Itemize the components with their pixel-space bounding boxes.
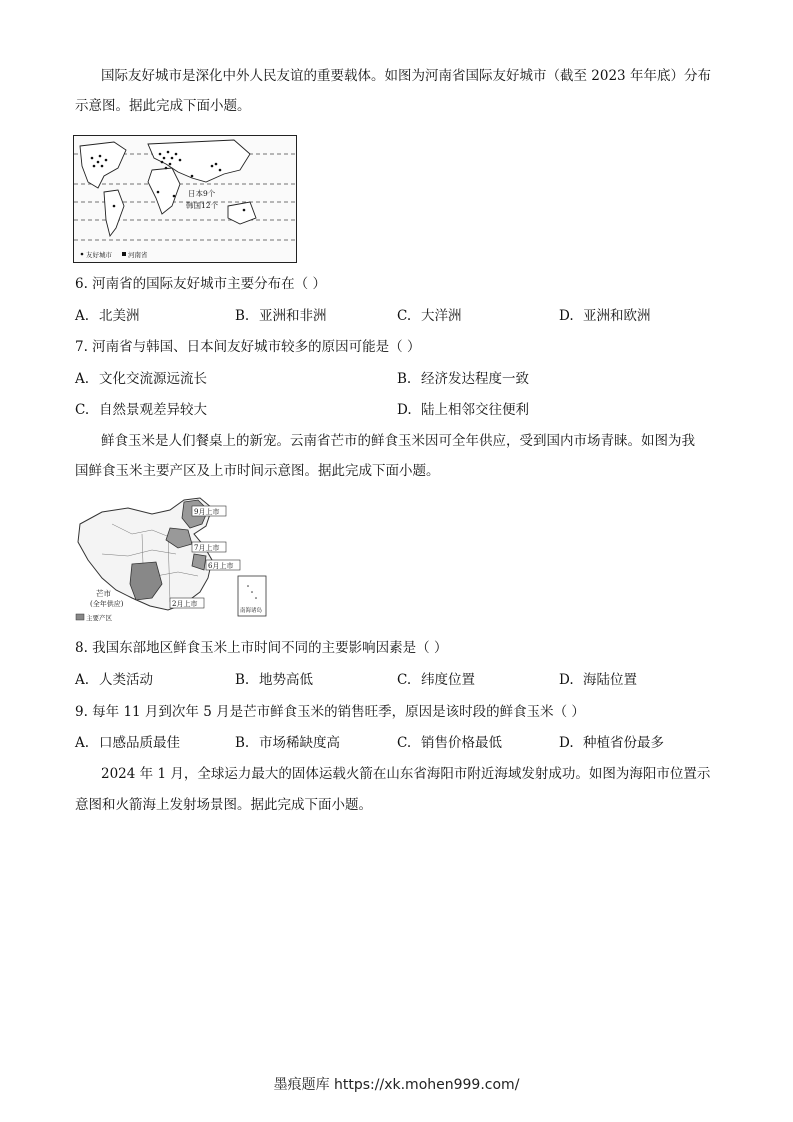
intro1-line1: 国际友好城市是深化中外人民友谊的重要载体。如图为河南省国际友好城市（截至 2023 年年底）分布 [101, 68, 711, 84]
intro2-line1: 鲜食玉米是人们餐桌上的新宠。云南省芒市的鲜食玉米因可全年供应，受到国内市场青睐。如图为我 [101, 433, 695, 449]
q6-option-d: D. 亚洲和欧洲 [559, 308, 651, 324]
footer-watermark: 墨痕题库 https://xk.mohen999.com/ [273, 1077, 520, 1093]
q7-option-c: C. 自然景观差异较大 [75, 402, 207, 418]
q8-option-b: B. 地势高低 [235, 672, 313, 688]
q8-option-d: D. 海陆位置 [559, 672, 637, 688]
q6-option-c: C. 大洋洲 [397, 308, 462, 324]
q6-option-a: A. 北美洲 [75, 308, 140, 324]
map2-legend: 主要产区 [86, 614, 112, 622]
map2-label-6: 6月上市 [208, 562, 234, 570]
q9-option-b: B. 市场稀缺度高 [235, 735, 340, 751]
map1-label-japan: 日本9个 [188, 189, 216, 198]
question-6-stem: 6. 河南省的国际友好城市主要分布在（ ） [75, 276, 326, 292]
map2-label-9: 9月上市 [194, 508, 220, 516]
map1-label-korea: 韩国12个 [186, 201, 219, 210]
map2-label-mangshi: 芒市 [96, 589, 111, 598]
legend-square-icon [122, 252, 126, 256]
map2-label-allyear: (全年供应) [90, 600, 124, 608]
q7-option-a: A. 文化交流源远流长 [75, 371, 207, 387]
q9-option-c: C. 销售价格最低 [397, 735, 502, 751]
q7-option-d: D. 陆上相邻交往便利 [397, 402, 529, 418]
question-9-stem: 9. 每年 11 月到次年 5 月是芒市鲜食玉米的销售旺季，原因是该时段的鲜食玉米（ ） [75, 704, 585, 720]
map1-legend-city: 友好城市 [86, 251, 112, 259]
q7-option-b: B. 经济发达程度一致 [397, 371, 529, 387]
map2-label-2: 2月上市 [172, 600, 198, 608]
intro2-line2: 国鲜食玉米主要产区及上市时间示意图。据此完成下面小题。 [75, 463, 440, 479]
question-8-stem: 8. 我国东部地区鲜食玉米上市时间不同的主要影响因素是（ ） [75, 640, 448, 656]
legend-dot-icon [81, 253, 84, 256]
intro3-line2: 意图和火箭海上发射场景图。据此完成下面小题。 [75, 797, 372, 813]
map2-inset-label: 南海诸岛 [240, 608, 263, 614]
legend-swatch-icon [76, 614, 84, 620]
sister-city-world-map [73, 135, 297, 263]
map2-label-7: 7月上市 [194, 544, 220, 552]
q8-option-c: C. 纬度位置 [397, 672, 475, 688]
q9-option-a: A. 口感品质最佳 [75, 735, 180, 751]
intro3-line1: 2024 年 1 月，全球运力最大的固体运载火箭在山东省海阳市附近海域发射成功。如图为海阳市位置示 [101, 766, 711, 782]
intro1-line2: 示意图。据此完成下面小题。 [75, 98, 251, 114]
map1-legend-province: 河南省 [128, 251, 148, 259]
q6-option-b: B. 亚洲和非洲 [235, 308, 327, 324]
china-fresh-corn-map [72, 494, 277, 624]
q8-option-a: A. 人类活动 [75, 672, 153, 688]
question-7-stem: 7. 河南省与韩国、日本间友好城市较多的原因可能是（ ） [75, 339, 421, 355]
q9-option-d: D. 种植省份最多 [559, 735, 664, 751]
